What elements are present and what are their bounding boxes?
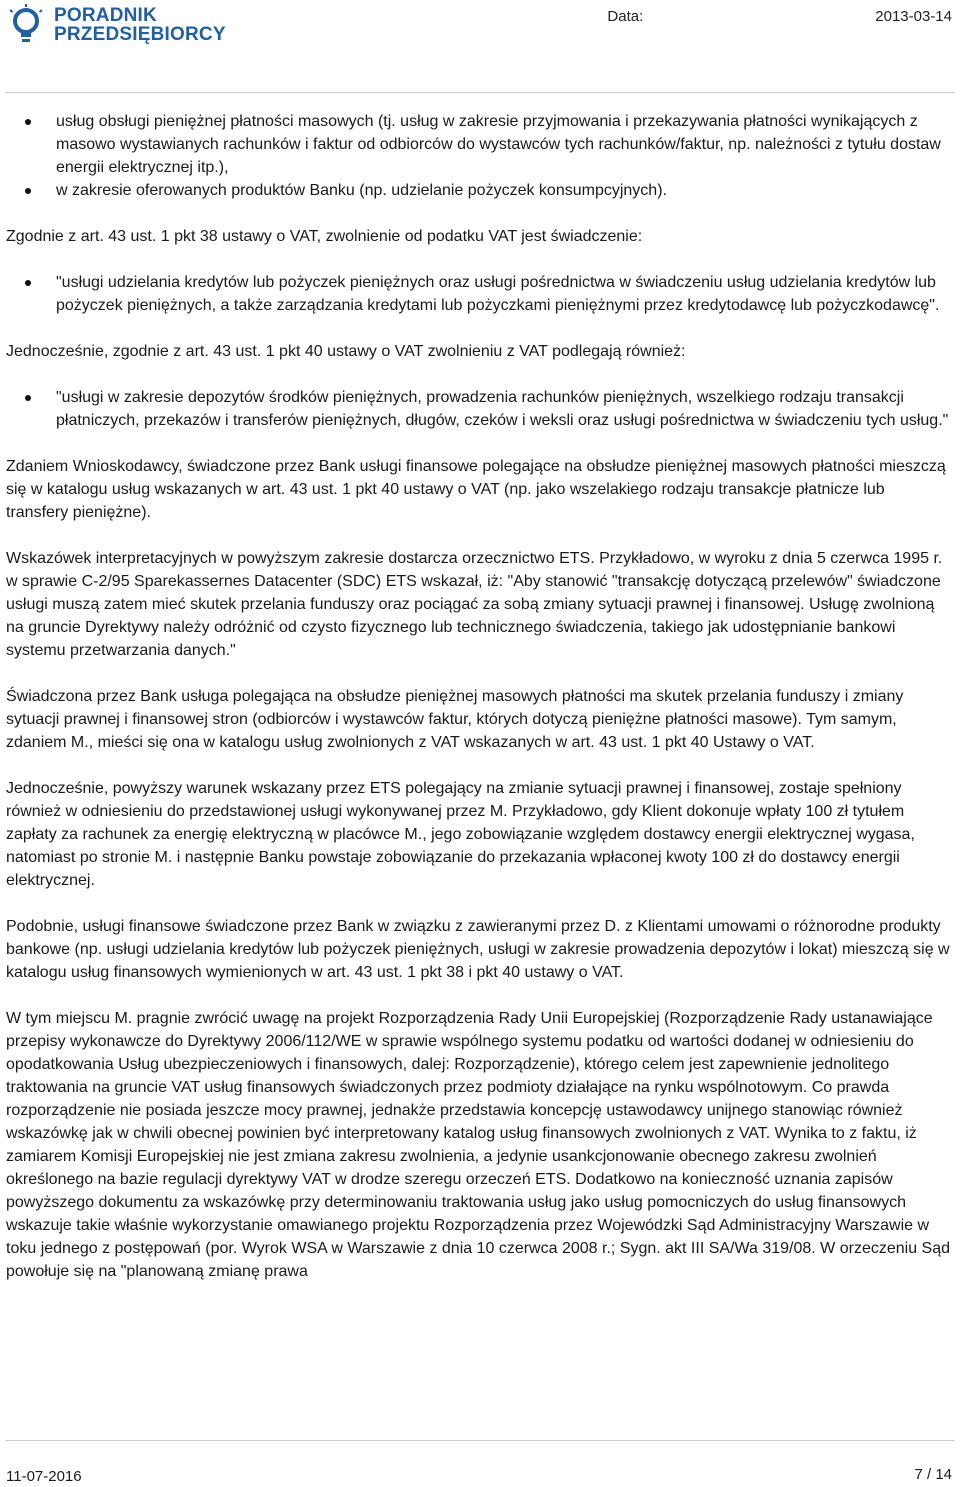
bullet-list-3 xyxy=(6,386,950,432)
logo-line-1: PORADNIK xyxy=(54,5,157,26)
paragraph: Jednocześnie, powyższy warunek wskazany przez ETS polegający na zmianie sytuacji prawnej i finansowej, zostaje spełniony również w odniesieniu do przedstawionej usługi wykonywanej przez M. Przykładowo, gdy Klient dokonuje wpłaty 100 zł tytułem zapłaty za rachunek za energię elektryczną w placówce M., jego zobowiązanie względem dostawcy energii elektrycznej wygasa, natomiast po stronie M. i następnie Banku powstaje zobowiązanie do przekazania wpłaconej kwoty 100 zł do dostawcy energii elektrycznej. xyxy=(6,780,915,889)
document-date xyxy=(607,8,952,25)
header-divider xyxy=(5,92,955,93)
document-body xyxy=(6,110,950,1283)
list-item: "usługi w zakresie depozytów środków pieniężnych, prowadzenia rachunków pieniężnych, wszelkiego rodzaju transakcji płatniczych, przekazów i transferów pieniężnych, długów, czeków i weksli oraz usługi pośrednictwa w świadczeniu tych usług." xyxy=(56,386,950,432)
list-item: w zakresie oferowanych produktów Banku (np. udzielanie pożyczek konsumpcyjnych). xyxy=(56,179,950,202)
paragraph: Zgodnie z art. 43 ust. 1 pkt 38 ustawy o VAT, zwolnienie od podatku VAT jest świadczenie: xyxy=(6,228,643,245)
page-header xyxy=(0,0,960,50)
list-item: "usługi udzielania kredytów lub pożyczek pieniężnych oraz usługi pośrednictwa w świadczeniu usług udzielania kredytów lub pożyczek pieniężnych, a także zarządzania kredytami lub pożyczkami pieniężnymi przez kredytodawcę lub pożyczkodawcę". xyxy=(56,271,950,317)
footer-date: 11-07-2016 xyxy=(6,1468,82,1485)
list-item: usług obsługi pieniężnej płatności masowych (tj. usług w zakresie przyjmowania i przekazywania płatności wynikających z masowo wystawianych rachunków i faktur od odbiorców do wystawców tych rachunków/faktur, np. należności z tytułu dostaw energii elektrycznej itp.), xyxy=(56,110,950,179)
paragraph: Zdaniem Wnioskodawcy, świadczone przez Bank usługi finansowe polegające na obsłudze pieniężnej masowych płatności mieszczą się w katalogu usług wskazanych w art. 43 ust. 1 pkt 40 ustawy o VAT (np. jako wszelakiego rodzaju transakcje płatnicze lub transfery pieniężne). xyxy=(6,458,946,521)
paragraph: Świadczona przez Bank usługa polegająca na obsłudze pieniężnej masowych płatności ma skutek przelania funduszy i zmiany sytuacji prawnej i finansowej stron (odbiorców i wystawców faktur, których dotyczą pieniężne płatności masowe). Tym samym, zdaniem M., mieści się ona w katalogu usług zwolnionych z VAT wskazanych w art. 43 ust. 1 pkt 40 Ustawy o VAT. xyxy=(6,688,904,751)
site-logo[interactable] xyxy=(6,4,226,46)
page-number: 7 / 14 xyxy=(914,1466,952,1483)
logo-wordmark xyxy=(54,6,226,44)
date-value: 2013-03-14 xyxy=(875,8,952,25)
logo-line-2: PRZEDSIĘBIORCY xyxy=(54,24,226,45)
bullet-list-1 xyxy=(6,110,950,202)
bullet-list-2 xyxy=(6,271,950,317)
paragraph: W tym miejscu M. pragnie zwrócić uwagę na projekt Rozporządzenia Rady Unii Europejskiej (Rozporządzenie Rady ustanawiające przepisy wykonawcze do Dyrektywy 2006/112/WE w sprawie wspólnego systemu podatku od wartości dodanej w odniesieniu do opodatkowania Usług ubezpieczeniowych i finansowych, dalej: Rozporządzenie), którego celem jest zapewnienie jednolitego traktowania na gruncie VAT usług finansowych świadczonych przez podmioty działające na rynku wspólnotowym. Co prawda rozporządzenie nie posiada jeszcze mocy prawnej, jednakże przedstawia koncepcję ustawodawcy unijnego stanowiąc również wskazówkę jak w chwili obecnej powinien być interpretowany katalog usług finansowych zwolnionych z VAT. Wynika to z faktu, iż zamiarem Komisji Europejskiej nie jest zmiana zakresu zwolnienia, a jedynie usankcjonowanie obecnego zakresu zwolnień określonego na bazie regulacji dyrektywy VAT w drodze szeregu orzeczeń ETS. Dodatkowo na konieczność uznania zapisów powyższego dokumentu za wskazówkę przy determinowaniu traktowania usług jako usług pomocniczych do usług finansowych wskazuje takie właśnie wykorzystanie omawianego projektu Rozporządzenia przez Wojewódzki Sąd Administracyjny Warszawie w toku jednego z postępowań (por. Wyrok WSA w Warszawie z dnia 10 czerwca 2008 r.; Sygn. akt III SA/Wa 319/08. W orzeczeniu Sąd powołuje się na "planowaną zmianę prawa xyxy=(6,1010,951,1280)
date-label: Data: xyxy=(607,8,644,25)
footer-divider xyxy=(5,1440,955,1441)
lightbulb-logo-icon xyxy=(6,4,46,46)
paragraph: Jednocześnie, zgodnie z art. 43 ust. 1 pkt 40 ustawy o VAT zwolnieniu z VAT podlegają również: xyxy=(6,343,686,360)
paragraph: Podobnie, usługi finansowe świadczone przez Bank w związku z zawieranymi przez D. z Klientami umowami o różnorodne produkty bankowe (np. usługi udzielania kredytów lub pożyczek pieniężnych, usługi w zakresie prowadzenia depozytów i lokat) mieszczą się w katalogu usług finansowych wymienionych w art. 43 ust. 1 pkt 38 i pkt 40 ustawy o VAT. xyxy=(6,918,950,981)
paragraph: Wskazówek interpretacyjnych w powyższym zakresie dostarcza orzecznictwo ETS. Przykładowo, w wyroku z dnia 5 czerwca 1995 r. w sprawie C-2/95 Sparekassernes Datacenter (SDC) ETS wskazał, iż: "Aby stanowić "transakcję dotyczącą przelewów" świadczone usługi muszą zatem mieć skutek przelania funduszy oraz pociągać za sobą zmiany sytuacji prawnej i finansowej. Usługę zwolnioną na gruncie Dyrektywy należy odróżnić od czysto fizycznego lub technicznego świadczenia, takiego jak udostępnianie bankowi systemu przetwarzania danych." xyxy=(6,550,943,659)
